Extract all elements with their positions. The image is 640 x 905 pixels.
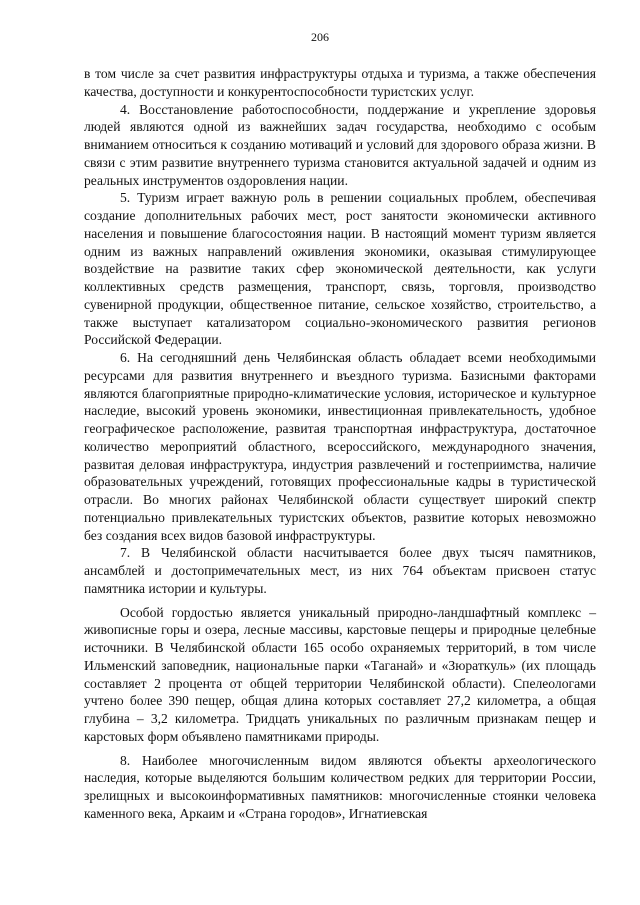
paragraph-5: 5. Туризм играет важную роль в решении социальных проблем, обеспечивая создание дополнительных рабочих мест, рост занятости экономически активного населения и повышение благосостояния нации. В настоящий момент туризм является одним из важных направлений оживления экономики, оказывая стимулирующее воздействие на развитие таких сфер экономической деятельности, как услуги коллективных средств размещения, транспорт, связь, торговля, производство сувенирной продукции, общественное питание, сельское хозяйство, строительство, а также выступает катализатором социально-экономического развития регионов Российской Федерации. (84, 190, 596, 348)
paragraph-7: 7. В Челябинской области насчитывается более двух тысяч памятников, ансамблей и достопримечательных мест, из них 764 объектам присвоен статус памятника истории и культуры. (84, 545, 596, 596)
paragraph-continuation: в том числе за счет развития инфраструктуры отдыха и туризма, а также обеспечения качества, доступности и конкурентоспособности туристских услуг. (84, 66, 596, 99)
paragraph-6: 6. На сегодняшний день Челябинская область обладает всеми необходимыми ресурсами для развития внутреннего и въездного туризма. Базисными факторами являются благоприятные природно-климатические условия, историческое и культурное наследие, высокий уровень экономики, инвестиционная привлекательность, удобное географическое расположение, развитая транспортная инфраструктура, достаточное количество мероприятий областного, всероссийского, международного значения, развитая деловая инфраструктура, индустрия развлечений и гостеприимства, наличие образовательных учреждений, готовящих профессиональные кадры в туристической отрасли. Во многих районах Челябинской области существует широкий спектр потенциально привлекательных туристских объектов, развитие которых невозможно без создания всех видов базовой инфраструктуры. (84, 350, 596, 543)
page-number: 206 (311, 30, 329, 44)
paragraph-8: 8. Наиболее многочисленным видом являются объекты археологического наследия, которые выделяются большим количеством редких для территории России, зрелищных и высокоинформативных памятников: многочисленные стоянки человека каменного века, Аркаим и «Страна городов», Игнатиевская (84, 752, 596, 821)
paragraph-4: 4. Восстановление работоспособности, поддержание и укрепление здоровья людей являются одной из важнейших задач государства, необходимо с особым вниманием относиться к созданию мотиваций и условий для здорового образа жизни. В связи с этим развитие внутреннего туризма становится актуальной задачей и одним из реальных инструментов оздоровления нации. (84, 101, 596, 188)
document-body (84, 65, 596, 823)
paragraph-nature: Особой гордостью является уникальный природно-ландшафтный комплекс – живописные горы и озера, лесные массивы, карстовые пещеры и природные целебные источники. В Челябинской области 165 особо охраняемых территорий, в том числе Ильменский заповедник, национальные парки «Таганай» и «Зюраткуль» (их площадь составляет 2 процента от общей территории Челябинской области). Спелеологами учтено более 390 пещер, общая длина которых составляет 27,2 километра, а общая глубина – 3,2 километра. Тридцать уникальных по различным признакам пещер и карстовых форм объявлено памятниками природы. (84, 604, 596, 744)
